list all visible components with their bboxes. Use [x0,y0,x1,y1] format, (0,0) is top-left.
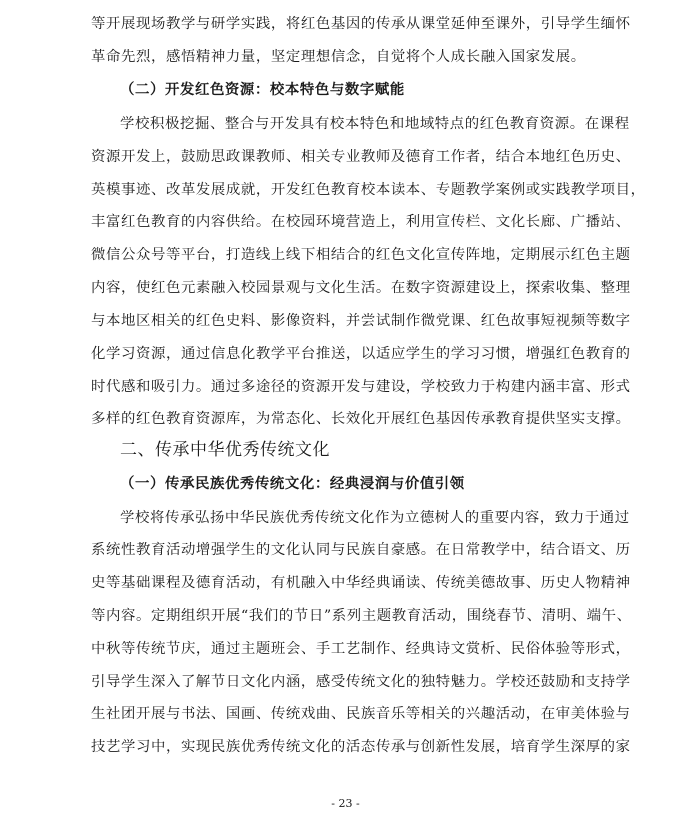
paragraph-line: 英模事迹、改革发展成就，开发红色教育校本读本、专题教学案例或实践教学项目， [91,182,646,198]
paragraph-line: 等开展现场教学与研学实践，将红色基因的传承从课堂延伸至课外，引导学生缅怀 [91,16,631,32]
paragraph-line: 学校将传承弘扬中华民族优秀传统文化作为立德树人的重要内容，致力于通过 [120,510,630,526]
paragraph-line: 等内容。定期组织开展“我们的节日”系列主题教育活动，围绕春节、清明、端午、 [91,608,632,624]
paragraph-line: 引导学生深入了解节日文化内涵，感受传统文化的独特魅力。学校还鼓励和支持学 [91,674,631,690]
paragraph-line: 微信公众号等平台，打造线上线下相结合的红色文化宣传阵地，定期展示红色主题 [91,247,631,263]
subsection-heading: （二）开发红色资源：校本特色与数字赋能 [120,81,405,98]
paragraph-line: 资源开发上，鼓励思政课教师、相关专业教师及德育工作者，结合本地红色历史、 [91,149,631,165]
paragraph-line: 多样的红色教育资源库，为常态化、长效化开展红色基因传承教育提供坚实支撑。 [91,411,631,427]
paragraph-line: 化学习资源，通过信息化教学平台推送，以适应学生的学习习惯，增强红色教育的 [91,346,631,362]
paragraph-line: 史等基础课程及德育活动，有机融入中华经典诵读、传统美德故事、历史人物精神 [91,575,631,591]
section-heading: 二、传承中华优秀传统文化 [120,440,330,460]
paragraph-line: 时代感和吸引力。通过多途径的资源开发与建设，学校致力于构建内涵丰富、形式 [91,379,631,395]
page-number: - 23 - [331,797,360,810]
paragraph-line: 革命先烈，感悟精神力量，坚定理想信念，自觉将个人成长融入国家发展。 [91,49,586,65]
paragraph-line: 系统性教育活动增强学生的文化认同与民族自豪感。在日常教学中，结合语文、历 [91,542,631,558]
paragraph-line: 中秋等传统节庆，通过主题班会、手工艺制作、经典诗文赏析、民俗体验等形式， [91,641,631,657]
paragraph-line: 内容，使红色元素融入校园景观与文化生活。在数字资源建设上，探索收集、整理 [91,280,631,296]
paragraph-line: 技艺学习中，实现民族优秀传统文化的活态传承与创新性发展，培育学生深厚的家 [91,739,631,755]
paragraph-line: 生社团开展与书法、国画、传统戏曲、民族音乐等相关的兴趣活动，在审美体验与 [91,706,631,722]
subsection-heading: （一）传承民族优秀传统文化：经典浸润与价值引领 [120,475,465,492]
paragraph-line: 丰富红色教育的内容供给。在校园环境营造上，利用宣传栏、文化长廊、广播站、 [91,214,631,230]
paragraph-line: 学校积极挖掘、整合与开发具有校本特色和地域特点的红色教育资源。在课程 [120,116,630,132]
paragraph-line: 与本地区相关的红色史料、影像资料，并尝试制作微党课、红色故事短视频等数字 [91,313,631,329]
